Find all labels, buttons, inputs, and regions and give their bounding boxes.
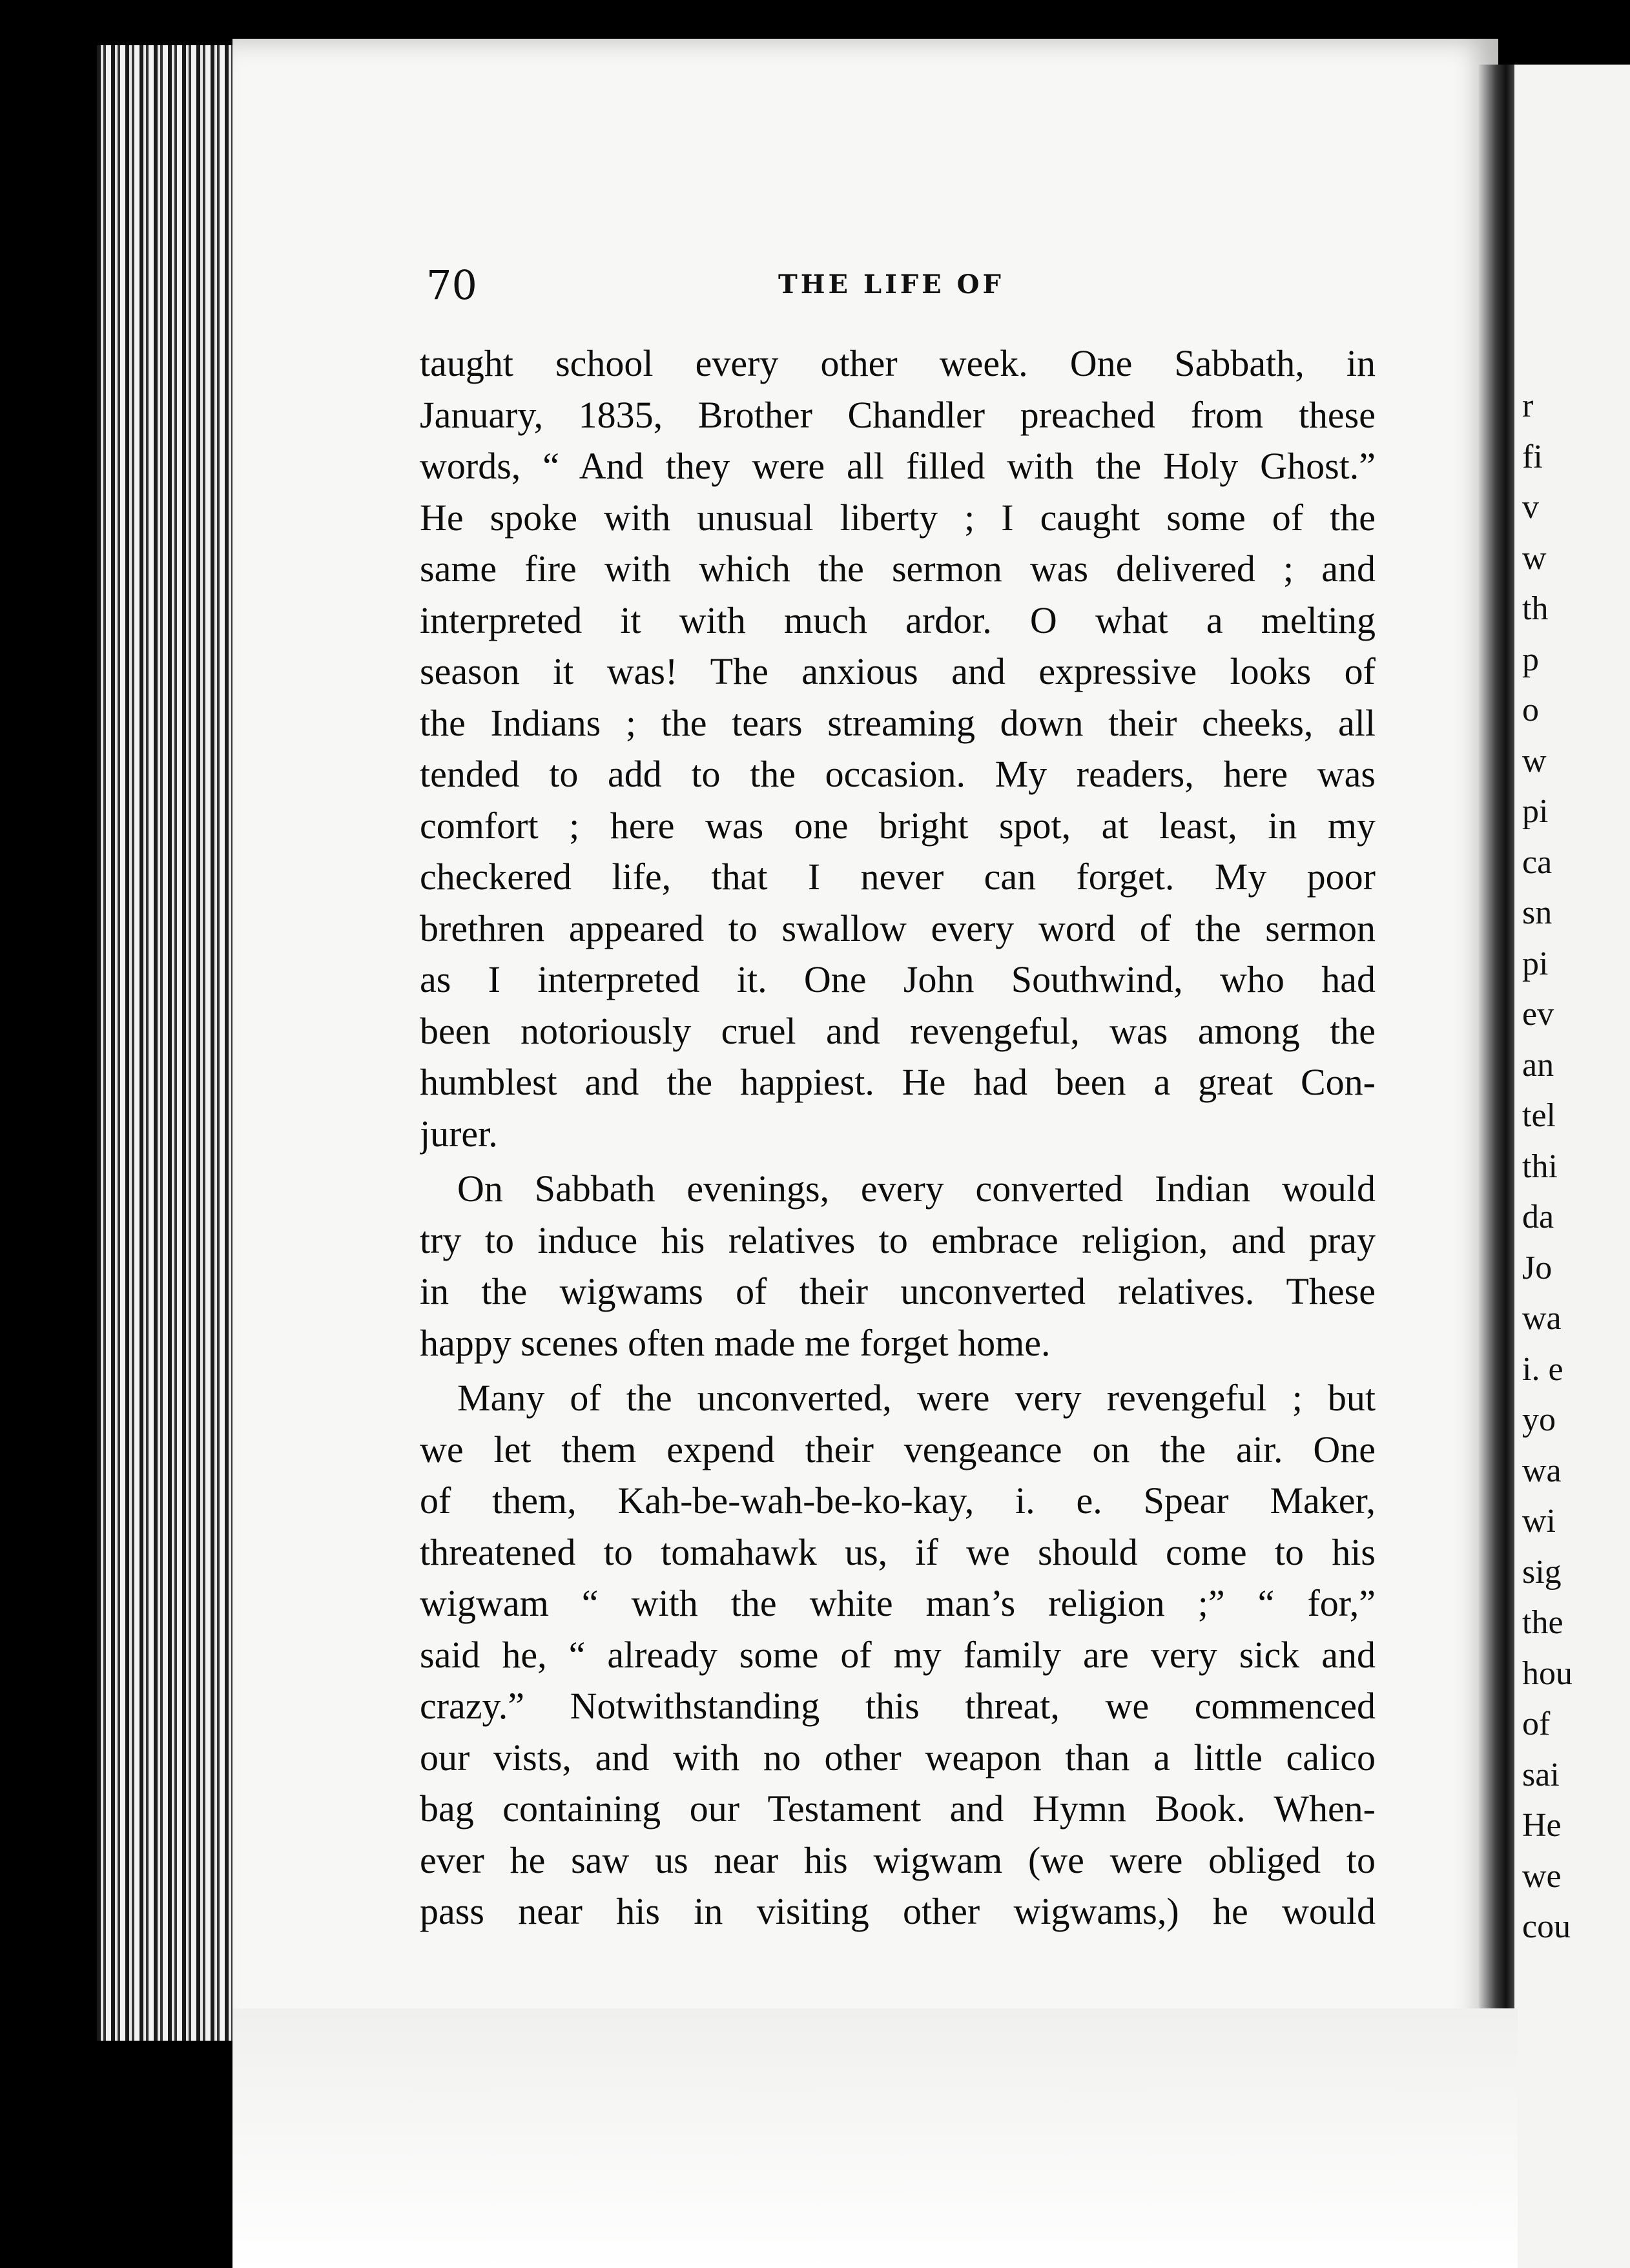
text-line: interpreted it with much ardor. O what a melting — [420, 599, 1376, 641]
page-number: 70 — [426, 262, 477, 309]
facing-page-fragment: sai — [1522, 1756, 1560, 1793]
facing-page-fragment: da — [1522, 1199, 1554, 1235]
facing-page-fragment: we — [1522, 1857, 1562, 1895]
text-line: On Sabbath evenings, every converted Indian would — [457, 1168, 1376, 1210]
text-line: Many of the unconverted, were very revengeful ; but — [457, 1377, 1376, 1419]
text-line: taught school every other week. One Sabbath, in — [420, 342, 1376, 384]
text-line: pass near his in visiting other wigwams,) he would — [420, 1890, 1376, 1932]
text-line: checkered life, that I never can forget. My poor — [420, 856, 1376, 898]
text-line: ever he saw us near his wigwam (we were obliged to — [420, 1839, 1376, 1881]
text-line: of them, Kah-be-wah-be-ko-kay, i. e. Spear Maker, — [420, 1479, 1376, 1521]
running-head — [426, 262, 1376, 313]
facing-page-fragment: fi — [1522, 438, 1543, 475]
facing-page-fragment: hou — [1522, 1655, 1573, 1692]
text-line: in the wigwams of their unconverted relatives. These — [420, 1270, 1376, 1312]
text-line: our vists, and with no other weapon than a little calico — [420, 1736, 1376, 1778]
text-line: crazy.” Notwithstanding this threat, we commenced — [420, 1685, 1376, 1727]
facing-page — [1514, 65, 1630, 2268]
text-line: the Indians ; the tears streaming down their cheeks, all — [420, 701, 1376, 744]
text-line: been notoriously cruel and revengeful, was among the — [420, 1009, 1376, 1052]
text-line: comfort ; here was one bright spot, at least, in my — [420, 804, 1376, 847]
facing-page-fragment: an — [1522, 1046, 1554, 1084]
book-gutter — [1479, 65, 1518, 2054]
text-line: happy scenes often made me forget home. — [420, 1321, 1051, 1364]
book-page-edges — [97, 45, 245, 2041]
facing-page-fragment: tel — [1522, 1097, 1556, 1134]
text-line: words, “ And they were all filled with the Holy Ghost.” — [420, 445, 1376, 487]
bottom-background — [232, 2008, 1518, 2268]
facing-page-fragment: w — [1522, 742, 1547, 779]
text-line: same fire with which the sermon was delivered ; and — [420, 548, 1376, 590]
facing-page-fragment: cou — [1522, 1908, 1571, 1945]
body-text — [420, 338, 1376, 1937]
text-line: January, 1835, Brother Chandler preached from these — [420, 393, 1376, 436]
facing-page-fragment: the — [1522, 1604, 1563, 1641]
facing-page-fragment: w — [1522, 539, 1547, 577]
text-line: try to induce his relatives to embrace religion, and pray — [420, 1219, 1376, 1261]
text-line: He spoke with unusual liberty ; I caught some of the — [420, 496, 1376, 539]
facing-page-fragment: sn — [1522, 894, 1553, 931]
facing-page-fragment: o — [1522, 692, 1539, 728]
text-line: wigwam “ with the white man’s religion ;” “ for,” — [420, 1582, 1376, 1624]
facing-page-text — [1522, 381, 1573, 1953]
facing-page-fragment: wa — [1522, 1452, 1562, 1489]
text-line: we let them expend their vengeance on the air. One — [420, 1428, 1376, 1470]
text-line: tended to add to the occasion. My readers, here was — [420, 753, 1376, 795]
text-line: as I interpreted it. One John Southwind, who had — [420, 958, 1376, 1000]
facing-page-fragment: Jo — [1522, 1249, 1553, 1286]
facing-page-fragment: v — [1522, 489, 1539, 526]
text-line: brethren appeared to swallow every word of the sermon — [420, 907, 1376, 949]
facing-page-fragment: pi — [1522, 793, 1549, 830]
text-line: said he, “ already some of my family are very sick and — [420, 1633, 1376, 1676]
facing-page-fragment: pi — [1522, 945, 1549, 982]
facing-page-fragment: yo — [1522, 1401, 1556, 1438]
facing-page-fragment: ca — [1522, 843, 1553, 881]
facing-page-fragment: wi — [1522, 1503, 1556, 1540]
text-line: jurer. — [420, 1112, 498, 1155]
facing-page-fragment: He — [1522, 1807, 1562, 1844]
facing-page-fragment: r — [1522, 387, 1534, 424]
facing-page-fragment: p — [1522, 641, 1539, 678]
text-line: bag containing our Testament and Hymn Book. When- — [420, 1788, 1376, 1830]
facing-page-fragment: i. e — [1522, 1350, 1563, 1388]
facing-page-fragment: sig — [1522, 1553, 1562, 1591]
facing-page-fragment: wa — [1522, 1300, 1562, 1337]
facing-page-fragment: thi — [1522, 1148, 1558, 1185]
text-line: humblest and the happiest. He had been a great Con- — [420, 1061, 1376, 1103]
running-title: THE LIFE OF — [778, 269, 1004, 300]
facing-page-fragment: of — [1522, 1706, 1551, 1742]
text-line: threatened to tomahawk us, if we should come to his — [420, 1531, 1376, 1573]
facing-page-fragment: ev — [1522, 996, 1554, 1033]
facing-page-fragment: th — [1522, 590, 1549, 627]
text-line: season it was! The anxious and expressive looks of — [420, 650, 1376, 692]
